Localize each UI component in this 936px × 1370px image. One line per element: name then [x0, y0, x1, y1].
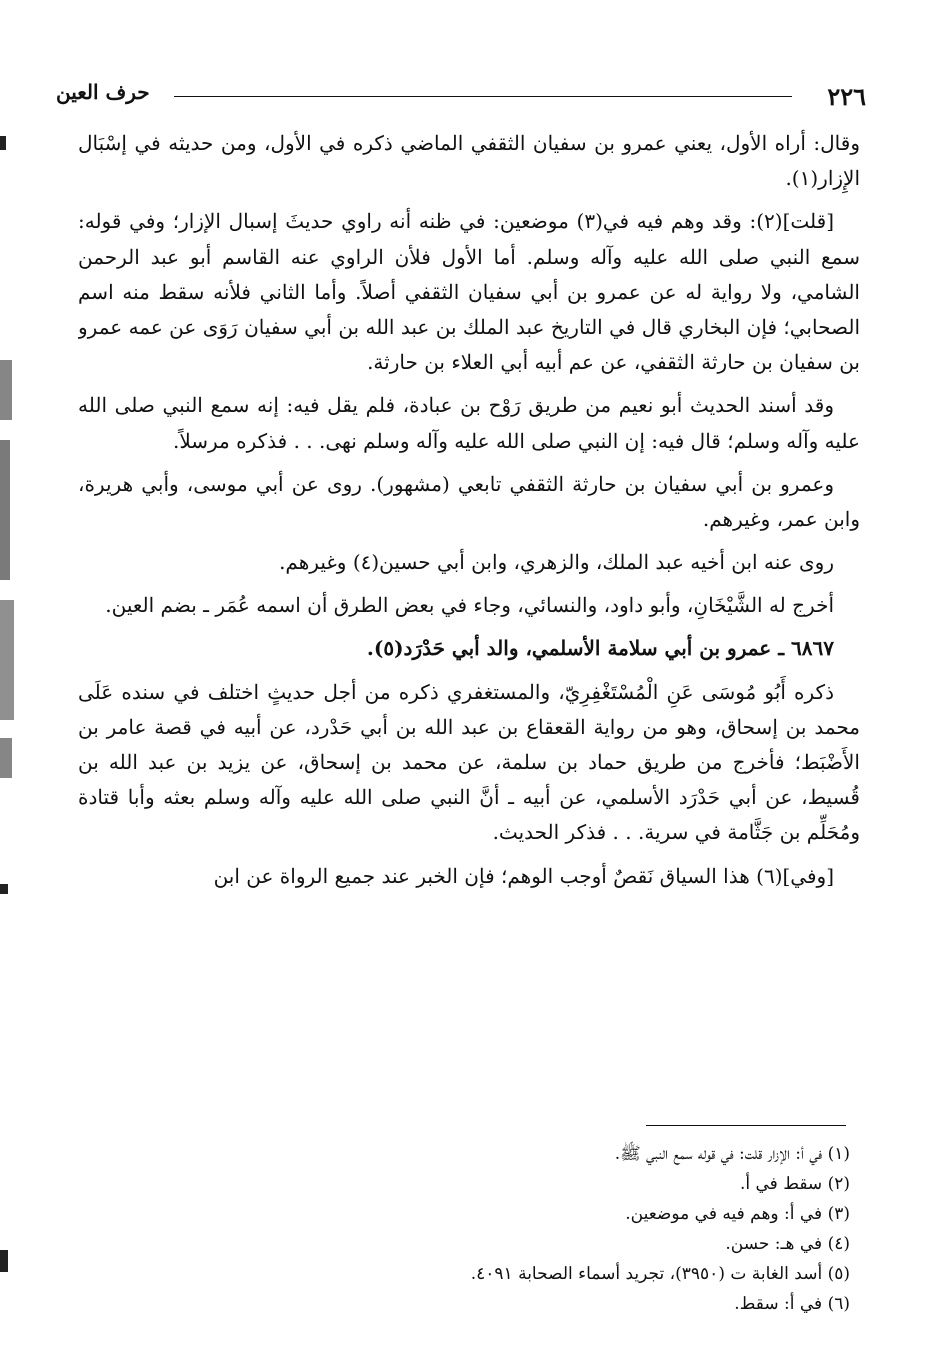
- scan-edge-mark: [0, 136, 6, 150]
- paragraph: ذكره أَبُو مُوسَى عَنِ الْمُسْتَغْفِرِيّ، والمستغفري ذكره من أجل حديثٍ اختلف في سنده عَلَى محمد بن إسحاق، وهو من رواية القعقاع بن عبد الله بن أبي حَدْرد، عن أبيه في قصة عامر بن الأَضْبَط؛ فأخرج من طريق حماد بن سلمة، عن محمد بن إسحاق، عن يزيد بن عبد الله بن قُسيط، عن أبي حَدْرَد الأسلمي، عن أبيه ـ أنَّ النبي صلى الله عليه وآله وسلم بعثه وأبا قتادة ومُحَلِّم بن جَثَّامة في سرية. . . فذكر الحديث.: [78, 679, 860, 845]
- footnote: (٢) سقط في أ.: [739, 1173, 850, 1194]
- paragraph: وعمرو بن أبي سفيان بن حارثة الثقفي تابعي (مشهور). روى عن أبي موسى، وأبي هريرة، وابن عمر، وغيرهم.: [78, 471, 860, 531]
- entry-title: ٦٨٦٧ ـ عمرو بن أبي سلامة الأسلمي، والد أبي حَدْرَد(٥).: [366, 636, 834, 661]
- scan-edge-mark: [0, 1250, 8, 1272]
- footnotes: [120, 1140, 850, 1319]
- scan-edge-mark: [0, 600, 14, 720]
- scan-edge-mark: [0, 440, 10, 580]
- scan-edge-mark: [0, 738, 12, 778]
- paragraph: [قلت](٢): وقد وهم فيه في(٣) موضعين: في ظنه أنه راوي حديثَ إسبال الإزار؛ وفي قوله: سمع النبي صلى الله عليه وآله وسلم. أما الأول فلأن الراوي عنه القاسم أبو عبد الرحمن الشامي، ولا رواية له عن عمرو بن أبي سفيان الثقفي أصلاً. وأما الثاني فلأنه سقط منه اسم الصحابي؛ فإن البخاري قال في التاريخ عبد الملك بن عبد الله بن أبي سفيان رَوَى عن عمه عمرو بن سفيان بن حارثة الثقفي، عن عم أبيه أبي العلاء بن حارثة.: [78, 209, 860, 375]
- scan-edge-mark: [0, 360, 12, 420]
- footnote: (٤) في هـ: حسن.: [725, 1233, 850, 1254]
- header-rule: [174, 96, 792, 97]
- page-number: ٢٢٦: [827, 82, 866, 111]
- footnote: (٥) أسد الغابة ت (٣٩٥٠)، تجريد أسماء الصحابة ٤٠٩١.: [470, 1263, 850, 1284]
- footnote: (٣) في أ: وهم فيه في موضعين.: [625, 1203, 850, 1224]
- paragraph: [وفي](٦) هذا السياق نَقصٌ أوجب الوهم؛ فإن الخبر عند جميع الرواة عن ابن: [213, 863, 834, 888]
- footnote: (١) في أ: الإزار قلت: في قوله سمع النبي ﷺ.: [614, 1144, 850, 1164]
- page-header: [56, 78, 866, 114]
- footnote-rule: [646, 1125, 846, 1126]
- paragraph: روى عنه ابن أخيه عبد الملك، والزهري، وابن أبي حسين(٤) وغيرهم.: [279, 550, 834, 575]
- paragraph: أخرج له الشَّيْخَانِ، وأبو داود، والنسائي، وجاء في بعض الطرق أن اسمه عُمَر ـ بضم العين.: [105, 593, 834, 618]
- paragraph: وقال: أراه الأول، يعني عمرو بن سفيان الثقفي الماضي ذكره في الأول، ومن حديثه في إسْبَال الإِزار(١).: [78, 131, 860, 191]
- paragraph: وقد أسند الحديث أبو نعيم من طريق رَوْح بن عبادة، فلم يقل فيه: إنه سمع النبي صلى الله عليه وآله وسلم؛ قال فيه: إن النبي صلى الله عليه وآله وسلم نهى. . . فذكره مرسلاً.: [78, 393, 860, 453]
- main-text: [78, 126, 860, 1066]
- footnote: (٦) في أ: سقط.: [734, 1293, 850, 1314]
- running-title: حرف العين: [56, 80, 150, 104]
- scan-edge-mark: [0, 884, 8, 894]
